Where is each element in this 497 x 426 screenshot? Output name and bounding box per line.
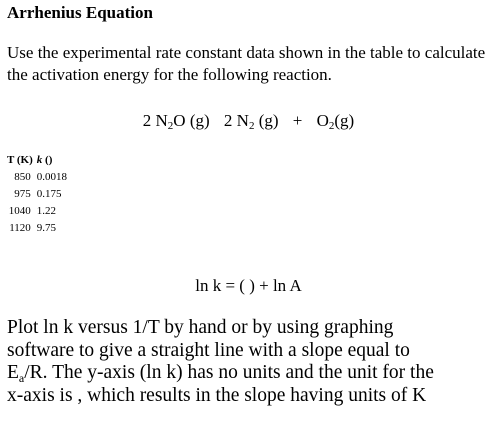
plot-instructions-line-3-text: /R. The y-axis (ln k) has no units and the unit for the bbox=[24, 362, 434, 383]
table-cell-temperature: 1120 bbox=[9, 222, 31, 234]
product1-state: (g) bbox=[254, 111, 279, 130]
intro-paragraph: Use the experimental rate constant data shown in the table to calculate the activation energy for the following reaction. bbox=[7, 43, 486, 84]
reaction-equation bbox=[0, 110, 497, 132]
reactant-element-o: O (g) bbox=[173, 111, 210, 130]
reactant-subscript: 2 bbox=[167, 120, 174, 132]
plot-instructions-line-3 bbox=[7, 362, 495, 385]
table-cell-temperature: 1040 bbox=[8, 205, 31, 217]
table-cell-rate-constant: 0.0018 bbox=[36, 171, 68, 183]
table-row bbox=[7, 169, 71, 186]
plot-instructions-line-2: software to give a straight line with a slope equal to bbox=[7, 339, 410, 361]
plot-instructions-line-4: x-axis is , which results in the slope having units of K bbox=[7, 384, 427, 406]
table-header-row bbox=[7, 152, 71, 169]
table-cell-temperature: 850 bbox=[14, 171, 31, 183]
table-cell-temperature: 975 bbox=[14, 188, 31, 200]
product1-coefficient: 2 bbox=[223, 111, 233, 130]
plot-instructions-line-1: Plot ln k versus 1/T by hand or by using graphing bbox=[7, 317, 394, 338]
activation-energy-symbol: E bbox=[7, 362, 19, 383]
product1-element-n: N bbox=[236, 111, 249, 130]
product2-element-o: O bbox=[316, 111, 329, 130]
table-cell-rate-constant: 9.75 bbox=[36, 222, 57, 234]
arrhenius-linear-equation: ln k = ( ) + ln A bbox=[195, 276, 302, 295]
table-row bbox=[7, 203, 71, 220]
reactant-coefficient: 2 bbox=[142, 111, 152, 130]
rate-constant-table bbox=[7, 152, 71, 237]
table-cell-rate-constant: 0.175 bbox=[36, 188, 62, 200]
plus-sign: + bbox=[292, 111, 303, 130]
product1-subscript: 2 bbox=[248, 120, 255, 132]
activation-energy-subscript: a bbox=[18, 371, 25, 385]
plot-instructions bbox=[7, 317, 495, 407]
product2-subscript: 2 bbox=[328, 120, 335, 132]
column-header-rate-constant: k () bbox=[36, 154, 53, 166]
reactant-element-n: N bbox=[155, 111, 168, 130]
table-row bbox=[7, 220, 71, 237]
column-header-temperature: T (K) bbox=[7, 154, 33, 166]
page-title: Arrhenius Equation bbox=[7, 3, 153, 22]
table-cell-rate-constant: 1.22 bbox=[36, 205, 57, 217]
product2-state: (g) bbox=[334, 111, 355, 130]
table-row bbox=[7, 186, 71, 203]
